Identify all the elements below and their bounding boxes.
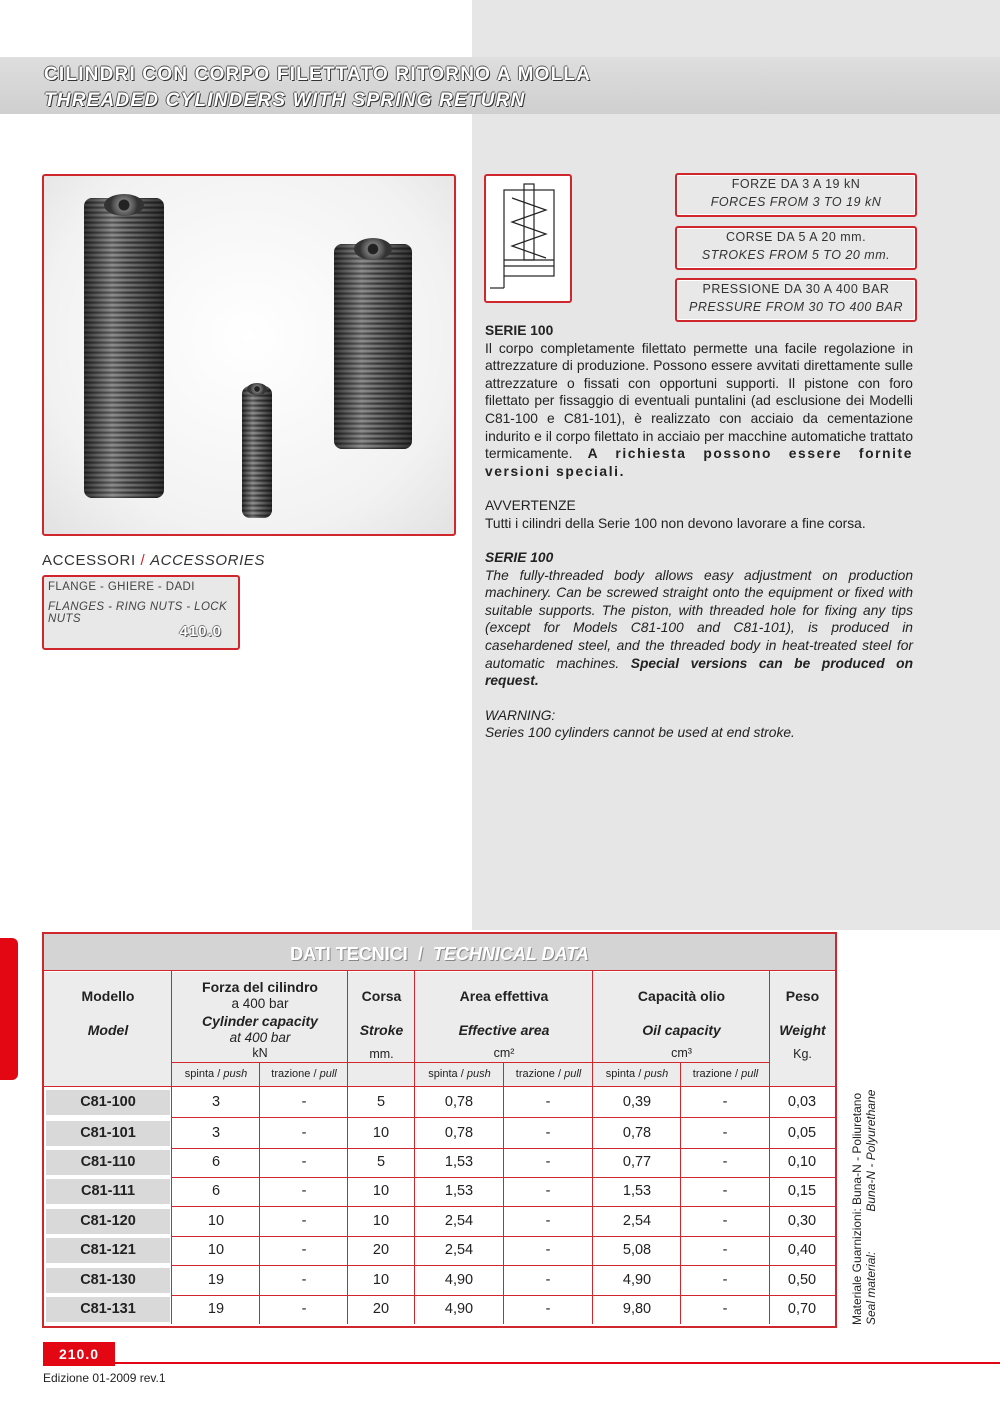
description-en-body [485,567,913,690]
warning-heading-it: AVVERTENZE [485,498,576,514]
header-force-it: Forza del cilindro [202,979,318,995]
large-cylinder-cap [104,194,144,216]
spec-force-en: FORCES FROM 3 TO 19 kN [710,195,882,209]
table-cell: - [301,1183,307,1199]
table-cell: - [722,1242,728,1258]
table-row-rule [172,1295,835,1296]
table-cell: - [545,1154,551,1170]
subheader-force-pull [260,1068,348,1080]
page-title-it: CILINDRI CON CORPO FILETTATO RITORNO A MOLLA [44,64,592,85]
table-cell: 3 [211,1094,221,1110]
header-oil-unit: cm³ [671,1046,692,1060]
table-cell: - [722,1094,728,1110]
technical-data-table [42,932,837,1328]
table-cell: - [301,1154,307,1170]
table-row-rule [172,1148,835,1149]
accessories-box[interactable] [42,575,240,650]
seal-material-note [850,1075,878,1325]
spec-pressure [675,278,917,322]
subheader-pull-it: trazione / [271,1068,317,1080]
spec-pressure-en: PRESSURE FROM 30 TO 400 BAR [688,300,904,314]
table-cell: 0,78 [444,1094,474,1110]
table-cell: 0,39 [622,1094,652,1110]
table-cell: 0,03 [787,1094,817,1110]
table-cell: 0,50 [787,1272,817,1288]
header-area-en: Effective area [458,1022,550,1038]
table-cell: 0,78 [444,1125,474,1141]
subheader-pull-en: pull [741,1068,759,1080]
medium-cylinder-cap [354,238,392,260]
subheader-force-push [172,1068,260,1080]
series-heading-en: SERIE 100 [485,550,554,565]
hydraulic-symbol [484,174,572,303]
table-cell: 10 [372,1272,390,1288]
special-versions-it: A richiesta possono essere fornite versioni speciali. [485,446,913,479]
table-cell: 10 [372,1183,390,1199]
spec-force [675,173,917,217]
table-cell: 0,77 [622,1154,652,1170]
header-oil-en: Oil capacity [642,1022,721,1038]
medium-cylinder-image [334,244,412,449]
large-cylinder-image [84,198,164,498]
accessories-heading-en: ACCESSORIES [150,552,266,569]
table-cell: - [722,1272,728,1288]
page-number: 210.0 [43,1342,115,1366]
table-cell: - [301,1125,307,1141]
model-code: C81-130 [46,1268,170,1293]
series-heading-it: SERIE 100 [485,323,554,338]
model-code: C81-101 [46,1121,170,1146]
section-side-tab [0,938,18,1080]
spring-return-cylinder-icon [486,176,570,301]
table-cell: 2,54 [444,1242,474,1258]
table-cell: - [545,1213,551,1229]
table-cell: 0,15 [787,1183,817,1199]
spec-force-it: FORZE DA 3 A 19 kN [731,177,861,191]
table-cell: - [545,1301,551,1317]
table-cell: 0,10 [787,1154,817,1170]
table-cell: 19 [207,1301,225,1317]
table-cell: - [301,1301,307,1317]
seal-material-en [864,1075,878,1325]
small-cylinder-cap [247,383,267,395]
footer-rule [115,1362,1000,1364]
table-cell: - [301,1213,307,1229]
model-code: C81-110 [46,1150,170,1175]
table-cell: - [722,1183,728,1199]
accessories-page-ref[interactable]: 410.0 [179,623,222,640]
table-cell: - [545,1125,551,1141]
table-cell: - [722,1213,728,1229]
model-code: C81-121 [46,1238,170,1263]
accessories-separator: / [135,552,151,569]
header-oil-it: Capacità olio [637,988,726,1004]
header-force-en-pressure: at 400 bar [229,1030,291,1045]
description-en-text: The fully-threaded body allows easy adjustment on production machinery. Can be screwed straight onto the equipment or fixed with suitable supports. The piston, with threaded hole for fixing any tips (except for Models C81-100 and C81-101), is produced in casehardened steel, and the threaded body in heat-treated steel for automatic machines. [485,567,913,671]
table-row-rule [172,1265,835,1266]
page-title-en: THREADED CYLINDERS WITH SPRING RETURN [44,90,526,111]
table-cell: 5 [376,1154,386,1170]
header-weight-it: Peso [785,988,820,1004]
table-row-rule [172,1206,835,1207]
model-code: C81-120 [46,1209,170,1234]
table-cell: - [545,1094,551,1110]
subheader-area-push [415,1068,504,1080]
table-title-it: DATI TECNICI [290,944,408,964]
table-rule [44,1086,835,1087]
header-area-it: Area effettiva [459,988,549,1004]
special-versions-en: Special versions can be produced on request. [485,655,913,689]
table-cell: 4,90 [622,1272,652,1288]
product-photo [42,174,456,536]
table-cell: 5,08 [622,1242,652,1258]
table-cell: 4,90 [444,1301,474,1317]
table-cell: - [301,1094,307,1110]
table-cell: 20 [372,1242,390,1258]
table-cell: - [301,1242,307,1258]
table-title [44,934,835,970]
description-en [485,549,913,742]
seal-material-en-value: Buna-N - Polyurethane [864,1089,878,1212]
table-subcolumn-divider [680,1062,681,1324]
table-cell: - [545,1272,551,1288]
table-cell: 1,53 [444,1183,474,1199]
seal-material-it: Materiale Guarnizioni: Buna-N - Poliuretano [850,1092,864,1325]
model-code: C81-111 [46,1179,170,1204]
table-row-rule [172,1117,835,1118]
model-code: C81-131 [46,1297,170,1322]
table-cell: - [722,1154,728,1170]
header-model-it: Modello [81,988,135,1004]
table-rule [44,970,835,971]
table-subcolumn-divider [503,1062,504,1324]
subheader-push-en: push [644,1068,669,1080]
table-cell: 3 [211,1125,221,1141]
table-cell: 19 [207,1272,225,1288]
table-cell: 10 [372,1125,390,1141]
seal-material-en-label: Seal material: [864,1251,878,1325]
subheader-pull-it: trazione / [515,1068,562,1080]
subheader-area-pull [504,1068,593,1080]
table-cell: 2,54 [622,1213,652,1229]
table-cell: - [545,1183,551,1199]
header-stroke-en: Stroke [359,1022,404,1038]
table-cell: 10 [207,1242,225,1258]
subheader-push-it: spinta / [428,1068,464,1080]
header-area-unit: cm² [493,1046,515,1060]
table-cell: 10 [372,1213,390,1229]
table-row-rule [172,1236,835,1237]
table-cell: - [301,1272,307,1288]
accessories-line-it: FLANGE - GHIERE - DADI [48,581,195,593]
description-it-text: Il corpo completamente filettato permette una facile regolazione in attrezzature di produzione. Possono essere avvitati direttamente sulle attrezzature o fissati con opportuni supporti. Il pistone con foro filettato per fissaggio di eventuali puntalini (ad esclusione dei Modelli C81-100 e C81-101), è realizzato con acciaio da cementazione indurito e il corpo filettato in acciaio per macchine automatiche trattato termicamente. [485,340,913,462]
table-cell: 0,78 [622,1125,652,1141]
table-title-separator: / [417,944,423,964]
table-cell: 0,30 [787,1213,817,1229]
table-cell: 0,05 [787,1125,817,1141]
subheader-oil-push [593,1068,681,1080]
table-cell: 1,53 [622,1183,652,1199]
table-cell: 10 [207,1213,225,1229]
header-force-unit: kN [252,1046,268,1060]
table-cell: 4,90 [444,1272,474,1288]
subheader-push-it: spinta / [605,1068,642,1080]
table-cell: - [722,1301,728,1317]
warning-text-it: Tutti i cilindri della Serie 100 non devono lavorare a fine corsa. [485,515,866,531]
table-cell: 6 [211,1183,221,1199]
small-cylinder-image [242,386,272,518]
accessories-line-en: FLANGES - RING NUTS - LOCK NUTS [48,601,228,625]
accessories-heading-it: ACCESSORI [42,552,136,569]
header-weight-unit: Kg. [793,1047,812,1061]
table-cell: 5 [376,1094,386,1110]
table-cell: 0,70 [787,1301,817,1317]
header-force-it-pressure: a 400 bar [231,996,289,1011]
header-model-en: Model [87,1022,129,1038]
subheader-push-en: push [466,1068,491,1080]
spec-stroke-en: STROKES FROM 5 TO 20 mm. [701,248,891,262]
table-cell: - [545,1242,551,1258]
subheader-push-en: push [223,1068,248,1080]
table-cell: - [722,1125,728,1141]
table-cell: 0,40 [787,1242,817,1258]
spec-stroke [675,226,917,270]
table-cell: 1,53 [444,1154,474,1170]
warning-text-en: Series 100 cylinders cannot be used at end stroke. [485,725,795,741]
warning-heading-en: WARNING: [485,707,556,723]
table-cell: 9,80 [622,1301,652,1317]
table-cell: 2,54 [444,1213,474,1229]
table-cell: 6 [211,1154,221,1170]
subheader-oil-pull [681,1068,770,1080]
header-stroke-it: Corsa [361,988,402,1004]
model-code: C81-100 [46,1090,170,1115]
description-it [485,322,913,533]
table-row-rule [172,1177,835,1178]
header-weight-en: Weight [779,1022,826,1038]
subheader-push-it: spinta / [184,1068,221,1080]
spec-pressure-it: PRESSIONE DA 30 A 400 BAR [702,282,890,296]
description-it-body [485,340,913,481]
table-cell: 20 [372,1301,390,1317]
subheader-pull-it: trazione / [692,1068,739,1080]
header-stroke-unit: mm. [369,1047,394,1061]
spec-stroke-it: CORSE DA 5 A 20 mm. [725,230,867,244]
table-title-en: TECHNICAL DATA [432,944,589,964]
subheader-pull-en: pull [564,1068,582,1080]
table-subcolumn-divider [259,1062,260,1324]
edition-label: Edizione 01-2009 rev.1 [43,1371,166,1385]
accessories-heading [42,552,265,569]
header-force-en: Cylinder capacity [202,1013,318,1029]
subheader-pull-en: pull [319,1068,337,1080]
